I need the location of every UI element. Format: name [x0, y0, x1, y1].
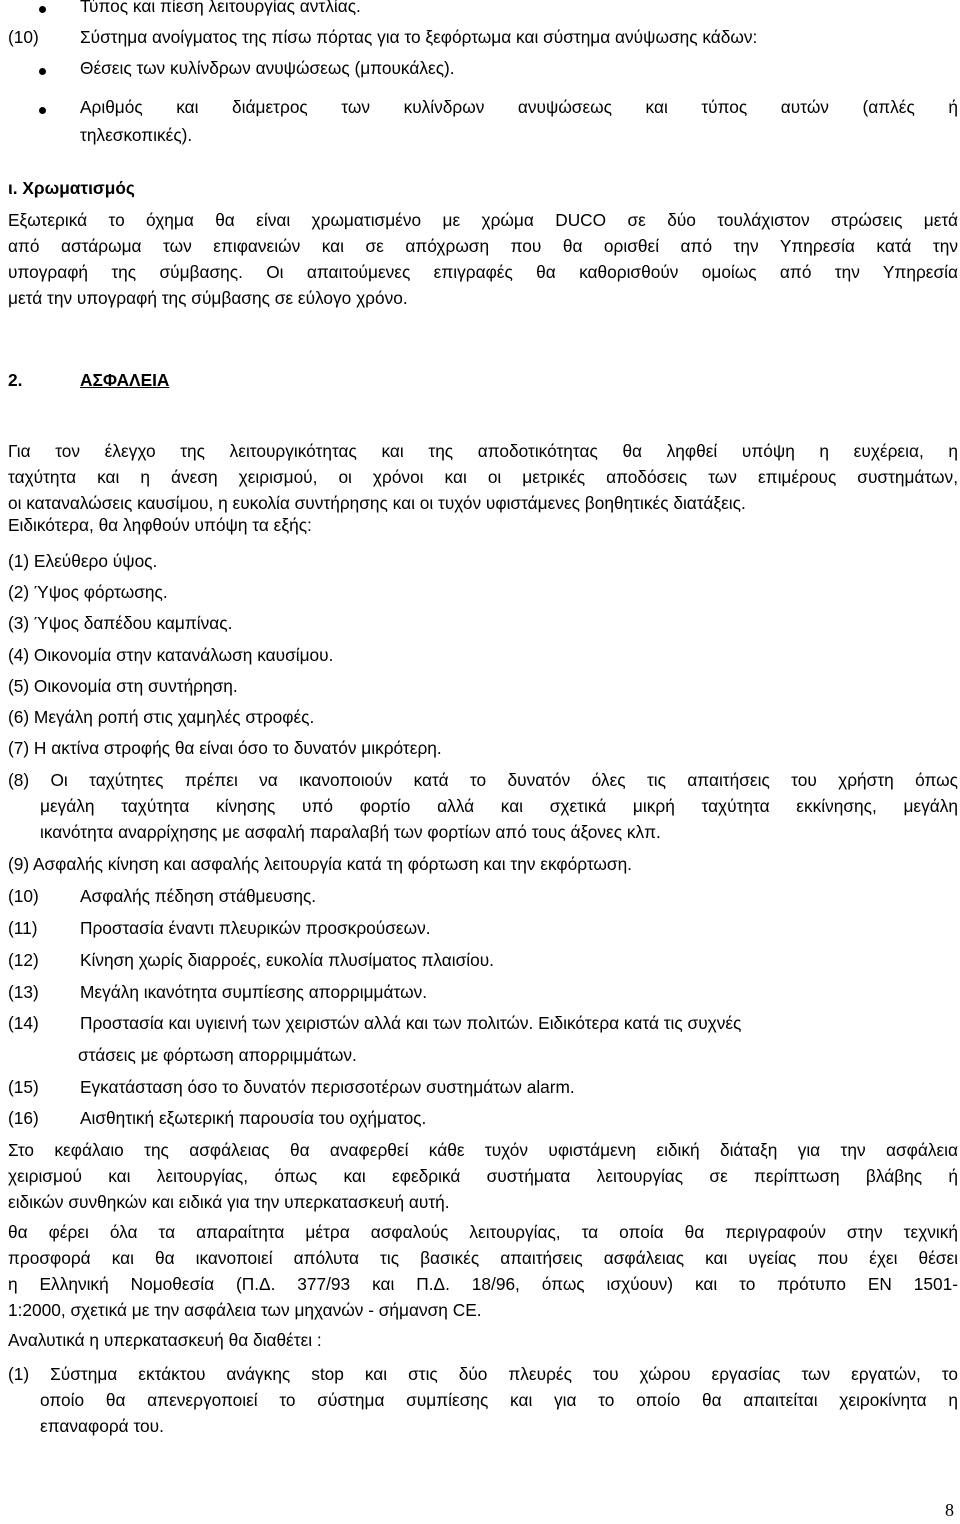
list-item-cont: μεγάλη ταχύτητα κίνησης υπό φορτίο αλλά και σχετικά μικρή ταχύτητα εκκίνησης, μεγάλη: [40, 796, 958, 816]
list-item: (2) Ύψος φόρτωσης.: [8, 582, 168, 602]
painting-line: υπογραφή της σύμβασης. Οι απαιτούμενες επιγραφές θα καθορισθούν ομοίως από την Υπηρεσία: [8, 262, 958, 282]
paragraph-line: η Ελληνική Νομοθεσία (Π.Δ. 377/93 και Π.Δ. 18/96, όπως ισχύουν) και το πρότυπο EN 1501-: [8, 1274, 958, 1294]
section-number: 2.: [8, 370, 23, 390]
bullet-icon: [39, 6, 46, 13]
list-item-number: (11): [8, 918, 38, 938]
bullet-cylinder-count-line: Αριθμός και διάμετρος των κυλίνδρων ανυψώσεως και τύπος αυτών (απλές ή: [80, 97, 958, 117]
list-item: (6) Μεγάλη ροπή στις χαμηλές στροφές.: [8, 707, 315, 727]
paragraph-line: 1:2000, σχετικά με την ασφάλεια των μηχανών - σήμανση CE.: [8, 1300, 482, 1320]
list-item: (3) Ύψος δαπέδου καμπίνας.: [8, 613, 233, 633]
list-item: Προστασία και υγιεινή των χειριστών αλλά και των πολιτών. Ειδικότερα κατά τις συχνές: [80, 1013, 742, 1033]
section-title: ΑΣΦΑΛΕΙΑ: [80, 370, 170, 390]
paragraph-line: Στο κεφάλαιο της ασφάλειας θα αναφερθεί κάθε τυχόν υφιστάμενη ειδική διάταξη για την ασφάλεια: [8, 1140, 958, 1160]
safety-intro-line: Ειδικότερα, θα ληφθούν υπόψη τα εξής:: [8, 515, 312, 535]
list-item-number: (12): [8, 950, 39, 970]
item-10-text: Σύστημα ανοίγματος της πίσω πόρτας για το ξεφόρτωμα και σύστημα ανύψωσης κάδων:: [80, 27, 758, 47]
list-item: (4) Οικονομία στην κατανάλωση καυσίμου.: [8, 645, 334, 665]
safety-intro-line: Για τον έλεγχο της λειτουργικότητας και της αποδοτικότητας θα ληφθεί υπόψη η ευχέρεια, η: [8, 441, 958, 461]
list-item: Αισθητική εξωτερική παρουσία του οχήματος.: [80, 1108, 427, 1128]
bullet-cylinder-positions: Θέσεις των κυλίνδρων ανυψώσεως (μπουκάλες).: [80, 58, 455, 78]
list-item: (9) Ασφαλής κίνηση και ασφαλής λειτουργία κατά τη φόρτωση και την εκφόρτωση.: [8, 854, 632, 874]
list-item: Μεγάλη ικανότητα συμπίεσης απορριμμάτων.: [80, 982, 428, 1002]
list-item-number: (13): [8, 982, 39, 1002]
list-item-cont: επαναφορά του.: [40, 1416, 164, 1436]
list-item-number: (15): [8, 1077, 39, 1097]
painting-heading: ι. Χρωματισμός: [8, 178, 135, 198]
list-item: Κίνηση χωρίς διαρροές, ευκολία πλυσίματος πλαισίου.: [80, 950, 494, 970]
painting-line: μετά την υπογραφή της σύμβασης σε εύλογο χρόνο.: [8, 288, 408, 308]
paragraph-line: Αναλυτικά η υπερκατασκευή θα διαθέτει :: [8, 1330, 322, 1350]
bullet-icon: [39, 68, 46, 75]
list-item: (1) Σύστημα εκτάκτου ανάγκης stop και στις δύο πλευρές του χώρου εργασίας των εργατών, το: [8, 1364, 958, 1384]
list-item: Ασφαλής πέδηση στάθμευσης.: [80, 886, 317, 906]
list-item-cont: στάσεις με φόρτωση απορριμμάτων.: [78, 1045, 357, 1065]
list-item: Προστασία έναντι πλευρικών προσκρούσεων.: [80, 918, 431, 938]
bullet-cylinder-count-cont: τηλεσκοπικές).: [80, 125, 193, 145]
safety-intro-line: οι καταναλώσεις καυσίμου, η ευκολία συντήρησης και οι τυχόν υφιστάμενες βοηθητικές διατάξεις.: [8, 493, 746, 513]
paragraph-line: χειρισμού και λειτουργίας, όπως και εφεδρικά συστήματα λειτουργίας σε περίπτωση βλάβης ή: [8, 1166, 958, 1186]
item-10-number: (10): [8, 27, 39, 47]
bullet-icon: [39, 107, 46, 114]
list-item-cont: ικανότητα αναρρίχησης με ασφαλή παραλαβή των φορτίων από τους άξονες κλπ.: [40, 822, 661, 842]
list-item: (5) Οικονομία στη συντήρηση.: [8, 676, 238, 696]
list-item: (7) Η ακτίνα στροφής θα είναι όσο το δυνατόν μικρότερη.: [8, 738, 442, 758]
pump-line: Τύπος και πίεση λειτουργίας αντλίας.: [80, 0, 361, 16]
list-item: Εγκατάσταση όσο το δυνατόν περισσοτέρων συστημάτων alarm.: [80, 1077, 575, 1097]
painting-line: από αστάρωμα των επιφανειών και σε απόχρωση που θα ορισθεί από την Υπηρεσία κατά την: [8, 236, 958, 256]
list-item-number: (16): [8, 1108, 39, 1128]
list-item: (1) Ελεύθερο ύψος.: [8, 551, 158, 571]
list-item-number: (14): [8, 1013, 39, 1033]
paragraph-line: θα φέρει όλα τα απαραίτητα μέτρα ασφαλούς λειτουργίας, τα οποία θα περιγραφούν στην τεχνική: [8, 1222, 958, 1242]
painting-line: Εξωτερικά το όχημα θα είναι χρωματισμένο με χρώμα DUCO σε δύο τουλάχιστον στρώσεις μετά: [8, 210, 958, 230]
list-item: (8) Οι ταχύτητες πρέπει να ικανοποιούν κατά το δυνατόν όλες τις απαιτήσεις του χρήστη όπως: [8, 770, 958, 790]
safety-intro-line: ταχύτητα και η άνεση χειρισμού, οι χρόνοι και οι μετρικές αποδόσεις των επιμέρους συστημάτων,: [8, 467, 958, 487]
paragraph-line: ειδικών συνθηκών και ειδικά για την υπερκατασκευή αυτή.: [8, 1192, 450, 1212]
page-number: 8: [945, 1500, 954, 1520]
paragraph-line: προσφορά και θα ικανοποιεί απόλυτα τις βασικές απαιτήσεις ασφάλειας και υγείας που έχει θέσει: [8, 1248, 958, 1268]
list-item-cont: οποίο θα απενεργοποιεί το σύστημα συμπίεσης και για το οποίο θα απαιτείται χειροκίνητα η: [40, 1390, 958, 1410]
list-item-number: (10): [8, 886, 39, 906]
